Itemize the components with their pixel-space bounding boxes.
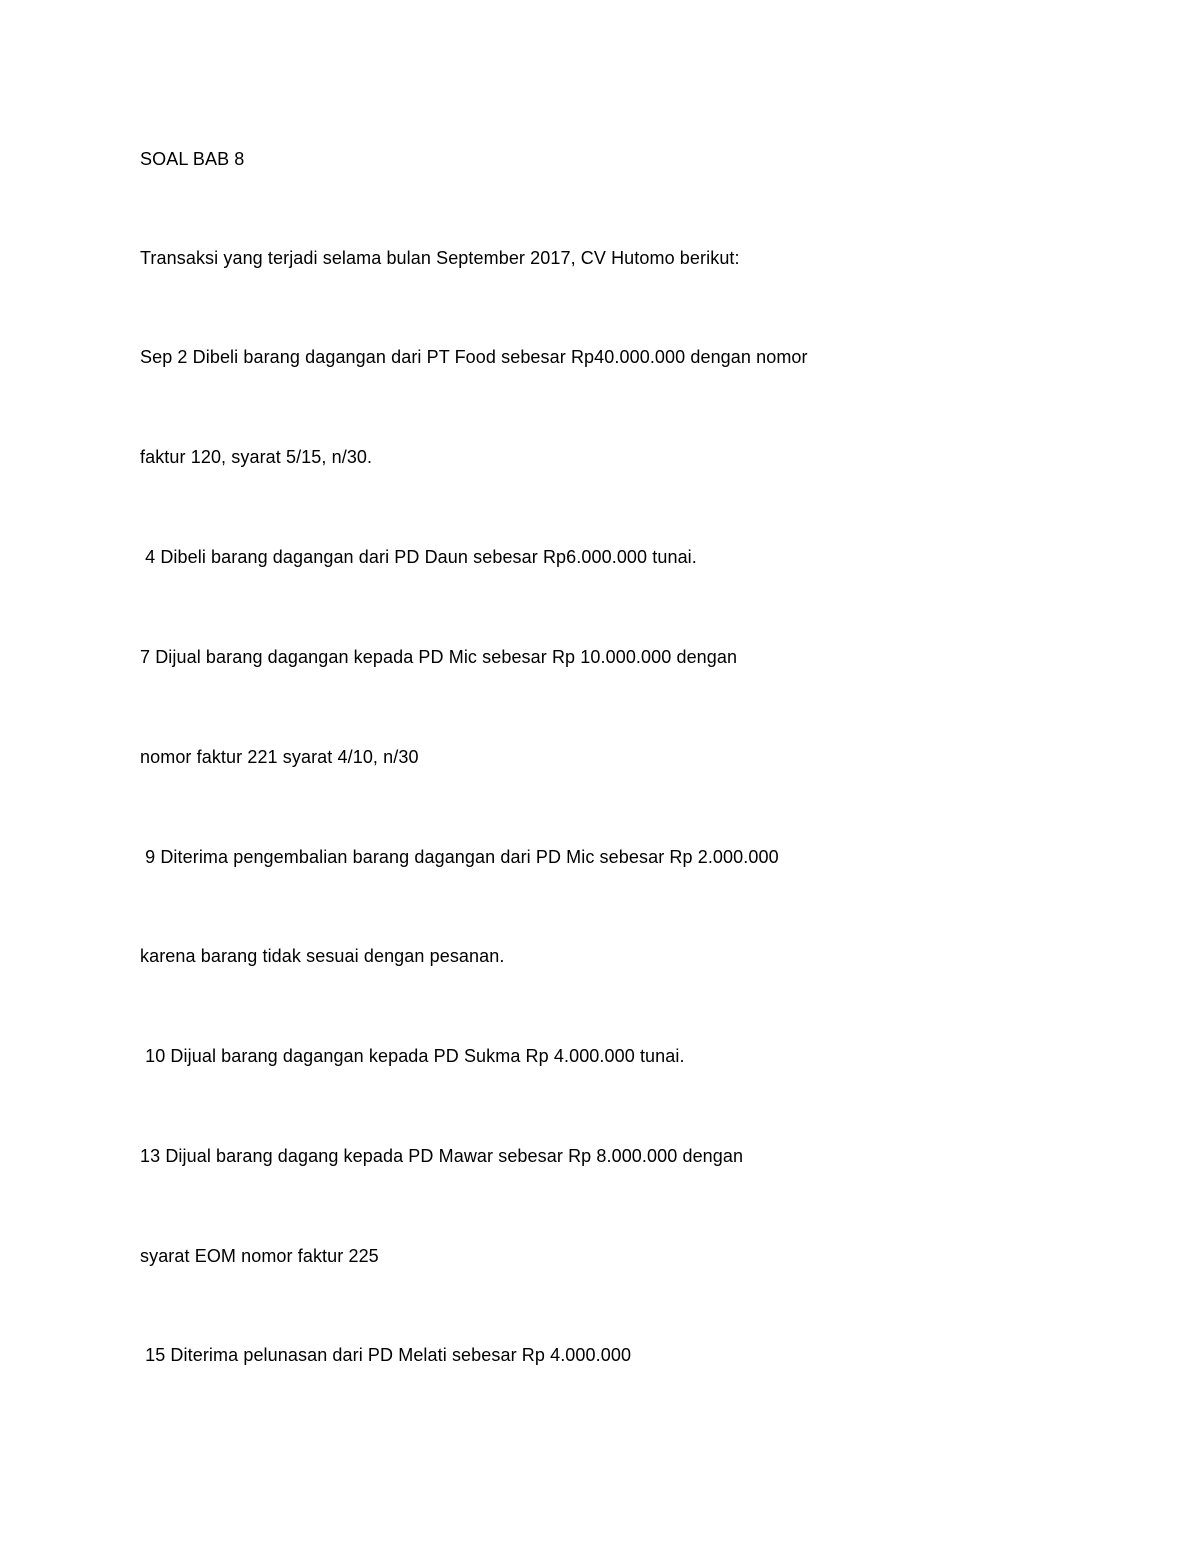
- transaction-line: faktur 120, syarat 5/15, n/30.: [140, 447, 373, 467]
- transaction-line: Sep 2 Dibeli barang dagangan dari PT Food sebesar Rp40.000.000 dengan nomor: [140, 347, 808, 367]
- transaction-line: karena barang tidak sesuai dengan pesanan.: [140, 946, 505, 966]
- transaction-line: 7 Dijual barang dagangan kepada PD Mic sebesar Rp 10.000.000 dengan: [140, 647, 738, 667]
- transaction-line: nomor faktur 221 syarat 4/10, n/30: [140, 747, 419, 767]
- intro-line: Transaksi yang terjadi selama bulan September 2017, CV Hutomo berikut:: [140, 248, 740, 268]
- document-title: SOAL BAB 8: [140, 149, 245, 169]
- transaction-line: syarat EOM nomor faktur 225: [140, 1246, 379, 1266]
- transaction-line: 15 Diterima pelunasan dari PD Melati sebesar Rp 4.000.000: [140, 1345, 632, 1365]
- transaction-line: 4 Dibeli barang dagangan dari PD Daun sebesar Rp6.000.000 tunai.: [140, 547, 697, 567]
- transaction-line: 9 Diterima pengembalian barang dagangan dari PD Mic sebesar Rp 2.000.000: [140, 847, 779, 867]
- transaction-line: 13 Dijual barang dagang kepada PD Mawar sebesar Rp 8.000.000 dengan: [140, 1146, 744, 1166]
- transaction-line: 10 Dijual barang dagangan kepada PD Sukma Rp 4.000.000 tunai.: [140, 1046, 685, 1066]
